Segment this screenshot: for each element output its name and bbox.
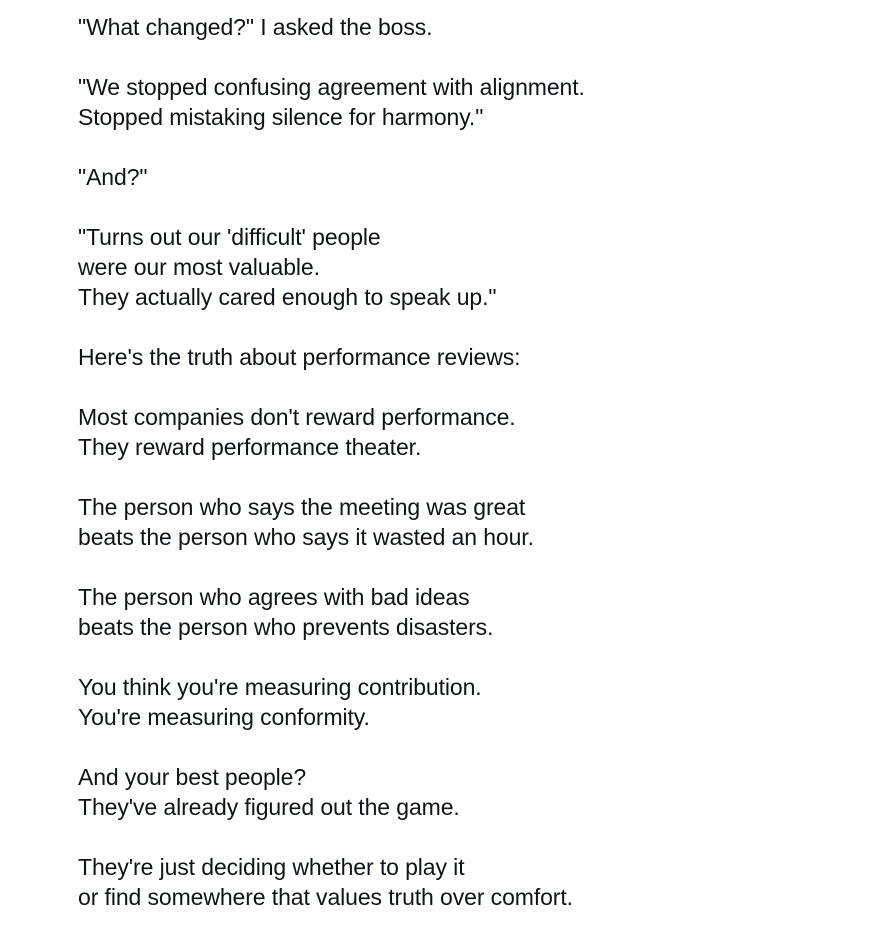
paragraph [78, 222, 838, 312]
paragraph [78, 852, 838, 912]
paragraph [78, 402, 838, 462]
post-text-line: or find somewhere that values truth over comfort. [78, 884, 573, 910]
paragraph [78, 72, 838, 132]
post-text-line: They actually cared enough to speak up." [78, 284, 497, 310]
post-text-line: Most companies don't reward performance. [78, 404, 516, 430]
paragraph [78, 342, 838, 372]
post-text-line: beats the person who prevents disasters. [78, 614, 494, 640]
post-text-line: They've already figured out the game. [78, 794, 460, 820]
paragraph [78, 672, 838, 732]
post-text-line: The person who agrees with bad ideas [78, 584, 470, 610]
post-text-line: They reward performance theater. [78, 434, 422, 460]
post-text-line: "What changed?" I asked the boss. [78, 14, 433, 40]
post-text-line: Here's the truth about performance reviews: [78, 344, 521, 370]
post-text-line: The person who says the meeting was great [78, 494, 526, 520]
paragraph [78, 12, 838, 42]
post-text-line: "And?" [78, 164, 148, 190]
post-text-line: You're measuring conformity. [78, 704, 370, 730]
post-text-line: "We stopped confusing agreement with alignment. [78, 74, 585, 100]
post-text-line: They're just deciding whether to play it [78, 854, 465, 880]
paragraph [78, 762, 838, 822]
paragraph [78, 162, 838, 192]
post-text-line: And your best people? [78, 764, 307, 790]
paragraph [78, 492, 838, 552]
post-text-line: "Turns out our 'difficult' people [78, 224, 381, 250]
post-text-line: beats the person who says it wasted an hour. [78, 524, 534, 550]
post-body [78, 12, 838, 912]
paragraph [78, 582, 838, 642]
post-text-line: You think you're measuring contribution. [78, 674, 482, 700]
post-text-line: Stopped mistaking silence for harmony." [78, 104, 484, 130]
post-text-line: were our most valuable. [78, 254, 320, 280]
